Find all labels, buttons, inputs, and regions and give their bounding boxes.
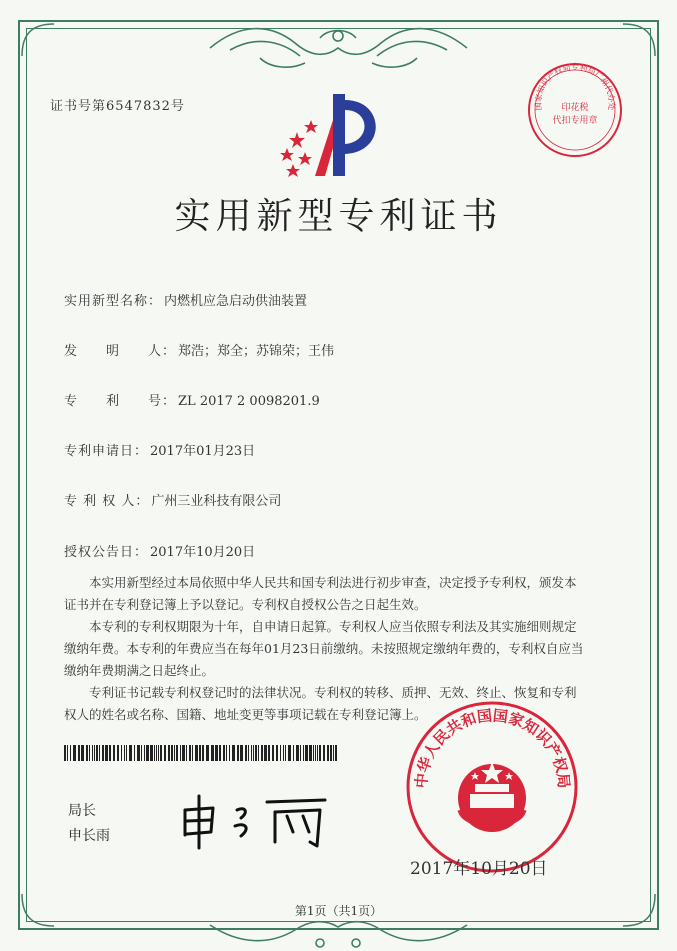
barcode-bar bbox=[258, 745, 259, 761]
barcode-bar bbox=[237, 745, 239, 761]
barcode-bar bbox=[199, 745, 201, 761]
field-value: 2017年10月20日 bbox=[150, 545, 256, 560]
barcode-bar bbox=[164, 745, 166, 761]
top-ornament bbox=[200, 18, 477, 78]
barcode-bar bbox=[293, 745, 294, 761]
field-label: 专 利 权 人： bbox=[64, 494, 150, 509]
barcode-bar bbox=[268, 745, 270, 761]
barcode-bar bbox=[253, 745, 254, 761]
barcode-bar bbox=[229, 745, 230, 761]
corner-ornament-tl bbox=[18, 20, 58, 60]
barcode-bar bbox=[313, 745, 314, 761]
paragraph-term: 本专利的专利权期限为十年，自申请日起算。专利权人应当依照专利法及其实施细则规定缴纳年费。本专利的年费应当在每年01月23日前缴纳。未按照规定缴纳年费的，专利权自应当缴纳年费期满之日起终止。 bbox=[64, 619, 584, 678]
barcode-bar bbox=[206, 745, 209, 761]
barcode-bar bbox=[146, 745, 149, 761]
tax-stamp-line-1: 印花税 bbox=[561, 103, 589, 113]
paragraph-grant: 本实用新型经过本局依照中华人民共和国专利法进行初步审查，决定授予专利权，颁发本证书并在专利登记簿上予以登记。专利权自授权公告之日起生效。 bbox=[64, 575, 577, 612]
barcode-bar bbox=[176, 745, 178, 761]
barcode-bar bbox=[226, 745, 227, 761]
barcode-bar bbox=[305, 745, 308, 761]
barcode-bar bbox=[144, 745, 145, 761]
field-label: 授权公告日： bbox=[64, 545, 149, 560]
barcode-bar bbox=[160, 745, 162, 761]
page-number: 第1页（共1页） bbox=[294, 904, 383, 918]
barcode-bar bbox=[303, 745, 304, 761]
barcode-bar bbox=[240, 745, 243, 761]
barcode-bar bbox=[64, 745, 66, 761]
barcode-bar bbox=[232, 745, 235, 761]
field-label: 实用新型名称： bbox=[64, 294, 163, 309]
barcode-bar bbox=[78, 745, 80, 761]
barcode-bar bbox=[154, 745, 155, 761]
barcode-bar bbox=[92, 745, 93, 761]
barcode-bar bbox=[296, 745, 299, 761]
tax-stamp-arc-text: 国家知识产权局专利局广州代办处 bbox=[533, 62, 617, 111]
barcode-bar bbox=[186, 745, 187, 761]
field-value: 2017年01月23日 bbox=[150, 444, 256, 459]
tax-stamp bbox=[525, 60, 625, 160]
barcode-bar bbox=[102, 745, 104, 761]
barcode-bar bbox=[117, 745, 119, 761]
barcode-bar bbox=[150, 745, 153, 761]
barcode-bar bbox=[89, 745, 90, 761]
barcode-bar bbox=[70, 745, 71, 761]
field-value: ZL 2017 2 0098201.9 bbox=[178, 394, 320, 409]
barcode-bar bbox=[315, 745, 316, 761]
barcode-bar bbox=[219, 745, 221, 761]
barcode-bar bbox=[171, 745, 173, 761]
seal-arc-text: 中华人民共和国国家知识产权局 bbox=[412, 706, 573, 789]
barcode-bar bbox=[264, 745, 267, 761]
patent-office-logo-icon bbox=[275, 90, 395, 180]
barcode-bar bbox=[280, 745, 281, 761]
barcode-bar bbox=[192, 745, 193, 761]
barcode-bar bbox=[156, 745, 157, 761]
paragraph-legal-status: 专利证书记载专利权登记时的法律状况。专利权的转移、质押、无效、终止、恢复和专利权人的姓名或名称、国籍、地址变更等事项记载在专利登记簿上。 bbox=[64, 685, 577, 722]
field-application-date bbox=[64, 440, 255, 459]
barcode-bar bbox=[180, 745, 181, 761]
barcode-bar bbox=[319, 745, 321, 761]
barcode-bar bbox=[195, 745, 198, 761]
field-value: 内燃机应急启动供油装置 bbox=[164, 294, 308, 309]
barcode-bar bbox=[223, 745, 225, 761]
barcode-bar bbox=[211, 745, 214, 761]
barcode-bar bbox=[121, 745, 122, 761]
barcode-bar bbox=[109, 745, 111, 761]
barcode-bar bbox=[67, 745, 68, 761]
field-label: 专 利 号： bbox=[64, 394, 177, 409]
barcode-bar bbox=[317, 745, 318, 761]
barcode-bar bbox=[124, 745, 125, 761]
barcode-bar bbox=[323, 745, 325, 761]
barcode-bar bbox=[333, 745, 334, 761]
tax-stamp-line-2: 代扣专用章 bbox=[552, 116, 598, 126]
barcode-bar bbox=[96, 745, 98, 761]
barcode-bar bbox=[113, 745, 115, 761]
barcode-bar bbox=[174, 745, 175, 761]
barcode-bar bbox=[255, 745, 257, 761]
barcode-bar bbox=[335, 745, 337, 761]
barcode-bar bbox=[327, 745, 329, 761]
corner-ornament-tr bbox=[619, 20, 659, 60]
barcode-bar bbox=[158, 745, 159, 761]
barcode-bar bbox=[182, 745, 185, 761]
field-patentee bbox=[64, 490, 281, 509]
field-inventor bbox=[64, 340, 334, 359]
barcode-bar bbox=[202, 745, 204, 761]
barcode-bar bbox=[189, 745, 191, 761]
barcode-bar bbox=[248, 745, 249, 761]
barcode bbox=[64, 745, 339, 761]
barcode-bar bbox=[261, 745, 263, 761]
barcode-bar bbox=[99, 745, 100, 761]
handwritten-signature bbox=[175, 790, 335, 850]
barcode-bar bbox=[245, 745, 247, 761]
field-value: 郑浩；郑全；苏锦荣；王伟 bbox=[178, 344, 335, 359]
barcode-bar bbox=[81, 745, 84, 761]
barcode-bar bbox=[288, 745, 291, 761]
official-seal bbox=[405, 700, 580, 875]
barcode-bar bbox=[330, 745, 332, 761]
certificate-number: 证书号第6547832号 bbox=[50, 99, 185, 114]
barcode-bar bbox=[251, 745, 252, 761]
field-utility-model-name bbox=[64, 290, 307, 309]
field-value: 广州三业科技有限公司 bbox=[151, 494, 282, 509]
page-title: 实用新型专利证书 bbox=[174, 196, 503, 237]
barcode-bar bbox=[94, 745, 95, 761]
barcode-bar bbox=[215, 745, 218, 761]
barcode-bar bbox=[272, 745, 274, 761]
field-patent-number bbox=[64, 390, 320, 409]
barcode-bar bbox=[129, 745, 132, 761]
field-label: 专利申请日： bbox=[64, 444, 149, 459]
field-label: 发 明 人： bbox=[64, 344, 177, 359]
barcode-bar bbox=[134, 745, 135, 761]
barcode-bar bbox=[300, 745, 301, 761]
barcode-bar bbox=[105, 745, 108, 761]
barcode-bar bbox=[73, 745, 76, 761]
barcode-bar bbox=[283, 745, 284, 761]
barcode-bar bbox=[126, 745, 127, 761]
barcode-bar bbox=[285, 745, 286, 761]
director-name: 申长雨 bbox=[68, 828, 110, 844]
barcode-bar bbox=[276, 745, 278, 761]
director-title: 局长 bbox=[68, 803, 96, 819]
barcode-bar bbox=[137, 745, 140, 761]
barcode-bar bbox=[168, 745, 170, 761]
barcode-bar bbox=[86, 745, 88, 761]
seal-date: 2017年10月20日 bbox=[410, 859, 548, 879]
field-grant-date bbox=[64, 541, 255, 560]
barcode-bar bbox=[309, 745, 312, 761]
barcode-bar bbox=[141, 745, 142, 761]
